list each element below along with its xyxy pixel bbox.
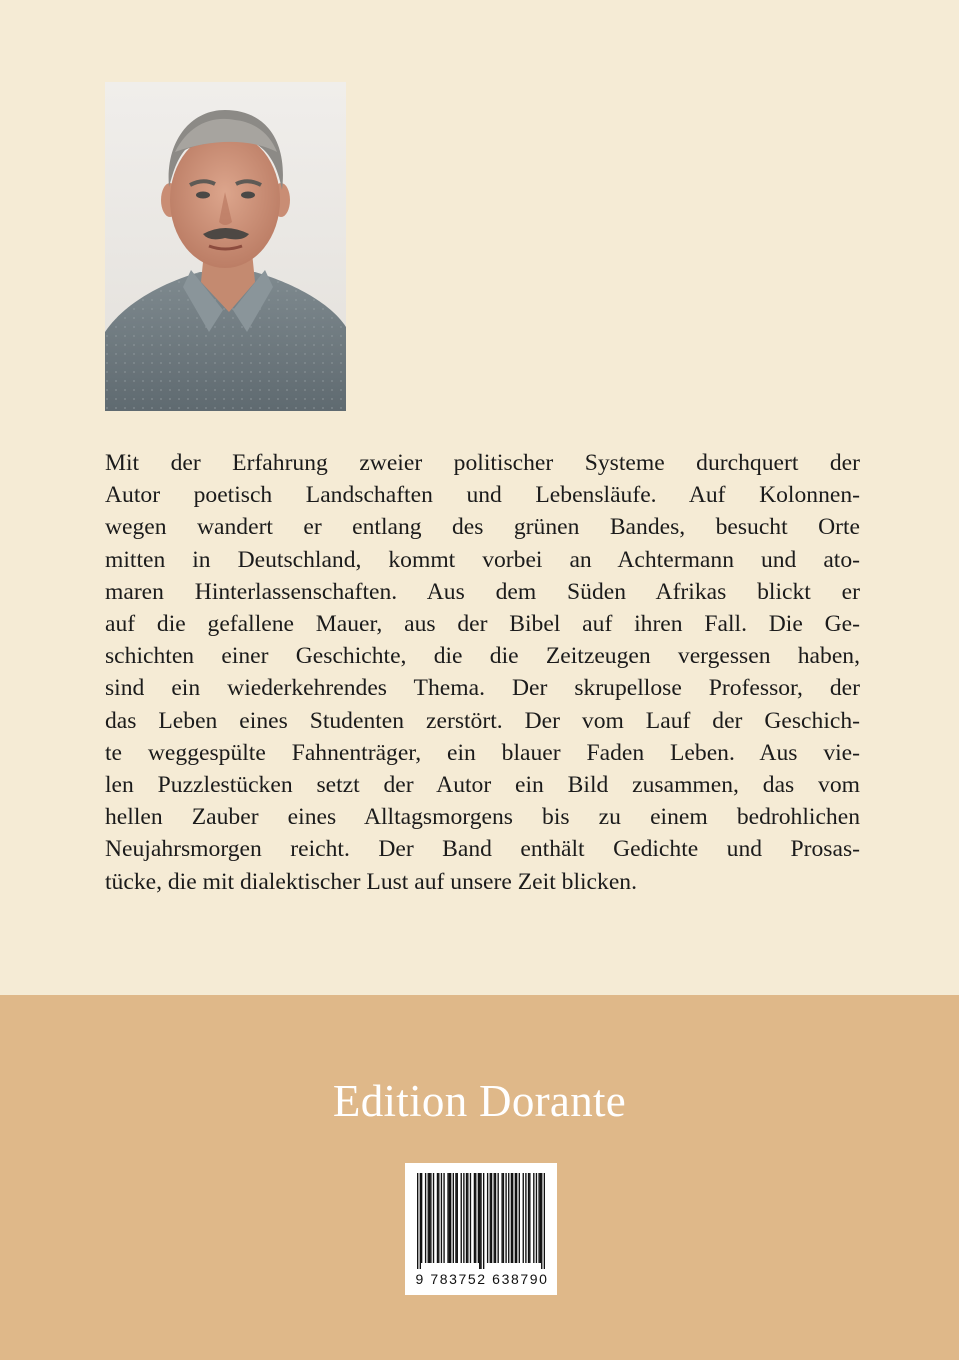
blurb-line: Mit der Erfahrung zweier politischer Systeme durchquert der (105, 450, 860, 476)
blurb-text (105, 447, 860, 898)
barcode-bar (540, 1173, 541, 1263)
barcode-bar (420, 1173, 421, 1269)
barcode-bar (525, 1173, 526, 1263)
barcode-bar (441, 1173, 442, 1263)
barcode-bar (516, 1173, 517, 1263)
barcode-bar (447, 1173, 448, 1263)
barcode-bar (511, 1173, 512, 1263)
blurb-line: das Leben eines Studenten zerstört. Der vom Lauf der Geschich- (105, 707, 860, 734)
blurb-line: sind ein wiederkehrendes Thema. Der skrupellose Professor, der (105, 675, 860, 702)
barcode-bar (453, 1173, 454, 1263)
barcode-bars (417, 1173, 545, 1269)
barcode-bar (449, 1173, 450, 1263)
barcode-bar (533, 1173, 534, 1263)
barcode-bar (494, 1173, 495, 1263)
barcode-bar (478, 1173, 479, 1263)
barcode-bar (541, 1173, 542, 1269)
barcode-bar (417, 1173, 418, 1269)
barcode-bar (475, 1173, 476, 1263)
barcode-bar (430, 1173, 431, 1263)
barcode-bar (487, 1173, 488, 1263)
blurb-line: hellen Zauber eines Alltagsmorgens bis zu einem bedrohlichen (105, 804, 860, 831)
barcode-bar (515, 1173, 516, 1263)
barcode-bar (479, 1173, 480, 1269)
barcode-bar (474, 1173, 475, 1263)
publisher-name: Edition Dorante (332, 1076, 627, 1126)
barcode-bar (437, 1173, 438, 1263)
isbn-digits: 9 783752 638790 (415, 1271, 549, 1287)
barcode-bar (490, 1173, 491, 1263)
barcode-bar (538, 1173, 539, 1263)
blurb-line: auf die gefallene Mauer, aus der Bibel auf ihren Fall. Die Ge- (105, 611, 860, 638)
barcode-bar (438, 1173, 439, 1263)
barcode-bar (429, 1173, 430, 1263)
blurb-line: len Puzzlestücken setzt der Autor ein Bild zusammen, das vom (105, 772, 860, 799)
barcode-bar (544, 1173, 545, 1269)
barcode-bar (505, 1173, 506, 1263)
barcode-bar (455, 1173, 456, 1263)
barcode-bar (495, 1173, 496, 1263)
barcode-bar (466, 1173, 467, 1263)
barcode-bar (428, 1173, 429, 1263)
barcode-bar (470, 1173, 471, 1263)
barcode-bar (421, 1173, 422, 1263)
barcode-bar (457, 1173, 458, 1263)
barcode-bar (461, 1173, 462, 1263)
barcode-bar (529, 1173, 530, 1263)
barcode-bar (467, 1173, 468, 1263)
blurb-line: te weggespülte Fahnenträger, ein blauer Faden Leben. Aus vie- (105, 739, 860, 766)
blurb-line: tücke, die mit dialektischer Lust auf unsere Zeit blicken. (105, 868, 637, 895)
blurb-line: schichten einer Geschichte, die die Zeitzeugen vergessen haben, (105, 643, 860, 670)
barcode-bar (463, 1173, 464, 1263)
barcode-bar (508, 1173, 509, 1263)
barcode-bar (425, 1173, 426, 1263)
blurb-line: wegen wandert er entlang des grünen Bandes, besucht Orte (105, 514, 860, 541)
barcode-bar (512, 1173, 513, 1263)
isbn-barcode (405, 1163, 557, 1295)
barcode-bar (491, 1173, 492, 1263)
barcode-bar (501, 1173, 502, 1263)
blurb-line: Autor poetisch Landschaften und Lebensläufe. Auf Kolonnen- (105, 482, 860, 509)
barcode-bar (443, 1173, 444, 1263)
author-photo (105, 82, 346, 411)
barcode-bar (497, 1173, 498, 1263)
barcode-bar (503, 1173, 504, 1263)
barcode-bar (480, 1173, 481, 1269)
barcode-bar (528, 1173, 529, 1263)
blurb-line: Neujahrsmorgen reicht. Der Band enthält Gedichte und Prosas- (105, 836, 860, 863)
barcode-bar (536, 1173, 537, 1263)
blurb-line: maren Hinterlassenschaften. Aus dem Süden Afrikas blickt er (105, 578, 860, 605)
barcode-bar (523, 1173, 524, 1263)
barcode-bar (483, 1173, 484, 1269)
barcode-bar (450, 1173, 451, 1263)
barcode-bar (433, 1173, 434, 1263)
blurb-line: mitten in Deutschland, kommt vorbei an Achtermann und ato- (105, 546, 860, 573)
barcode-bar (519, 1173, 520, 1263)
